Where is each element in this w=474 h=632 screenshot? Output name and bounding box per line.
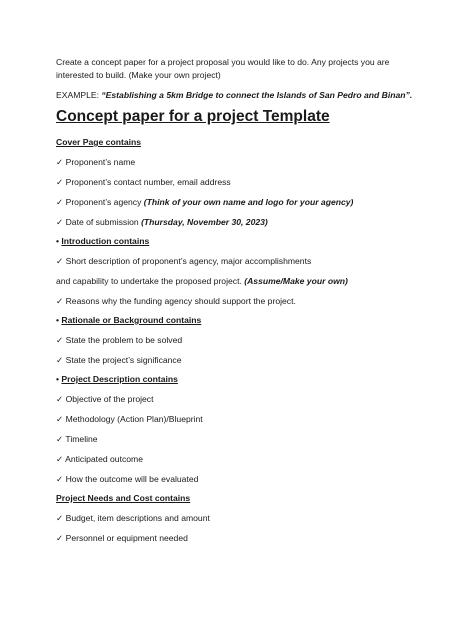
agency-text: ✓ Proponent’s agency [56, 197, 144, 207]
bullet-icon: • [56, 315, 62, 325]
date-note: (Thursday, November 30, 2023) [141, 217, 268, 227]
agency-note: (Think of your own name and logo for your agency) [143, 197, 354, 207]
introduction-heading [56, 236, 436, 247]
introduction-item-1: ✓ Short description of proponent’s agency, major accomplishments [56, 256, 312, 266]
description-item-timeline: ✓ Timeline [56, 434, 98, 444]
cover-item-contact: ✓ Proponent’s contact number, email address [56, 177, 231, 187]
bullet-icon: • [56, 374, 62, 384]
example-line [56, 90, 436, 101]
introduction-item-3: ✓ Reasons why the funding agency should support the project. [56, 296, 296, 306]
description-heading-text: Project Description contains [61, 374, 178, 384]
date-text: ✓ Date of submission [56, 217, 142, 227]
needs-item-budget: ✓ Budget, item descriptions and amount [56, 513, 210, 523]
example-label: EXAMPLE: [56, 90, 102, 100]
cover-heading: Cover Page contains [56, 137, 142, 147]
rationale-heading [56, 315, 436, 326]
introduction-item-2-note: (Assume/Make your own) [244, 276, 348, 286]
needs-item-personnel: ✓ Personnel or equipment needed [56, 533, 188, 543]
example-text: “Establishing a 5km Bridge to connect the Islands of San Pedro and Binan”. [101, 90, 413, 100]
introduction-item-2-text: and capability to undertake the proposed project. [56, 276, 245, 286]
cover-item-date [56, 217, 436, 228]
rationale-heading-text: Rationale or Background contains [61, 315, 202, 325]
description-item-evaluation: ✓ How the outcome will be evaluated [56, 474, 199, 484]
description-heading [56, 374, 436, 385]
intro-line-2: interested to build. (Make your own project) [56, 70, 221, 80]
rationale-item-problem: ✓ State the problem to be solved [56, 335, 183, 345]
description-item-methodology: ✓ Methodology (Action Plan)/Blueprint [56, 414, 203, 424]
description-item-objective: ✓ Objective of the project [56, 394, 154, 404]
intro-line-1: Create a concept paper for a project proposal you would like to do. Any projects you are [56, 57, 390, 67]
page-title: Concept paper for a project Template [56, 108, 330, 125]
introduction-heading-text: Introduction contains [61, 236, 150, 246]
cover-item-name: ✓ Proponent’s name [56, 157, 136, 167]
cover-item-agency [56, 197, 436, 208]
rationale-item-significance: ✓ State the project’s significance [56, 355, 182, 365]
needs-heading: Project Needs and Cost contains [56, 493, 191, 503]
bullet-icon: • [56, 236, 62, 246]
introduction-item-2 [56, 276, 436, 287]
description-item-outcome: ✓ Anticipated outcome [56, 454, 143, 464]
